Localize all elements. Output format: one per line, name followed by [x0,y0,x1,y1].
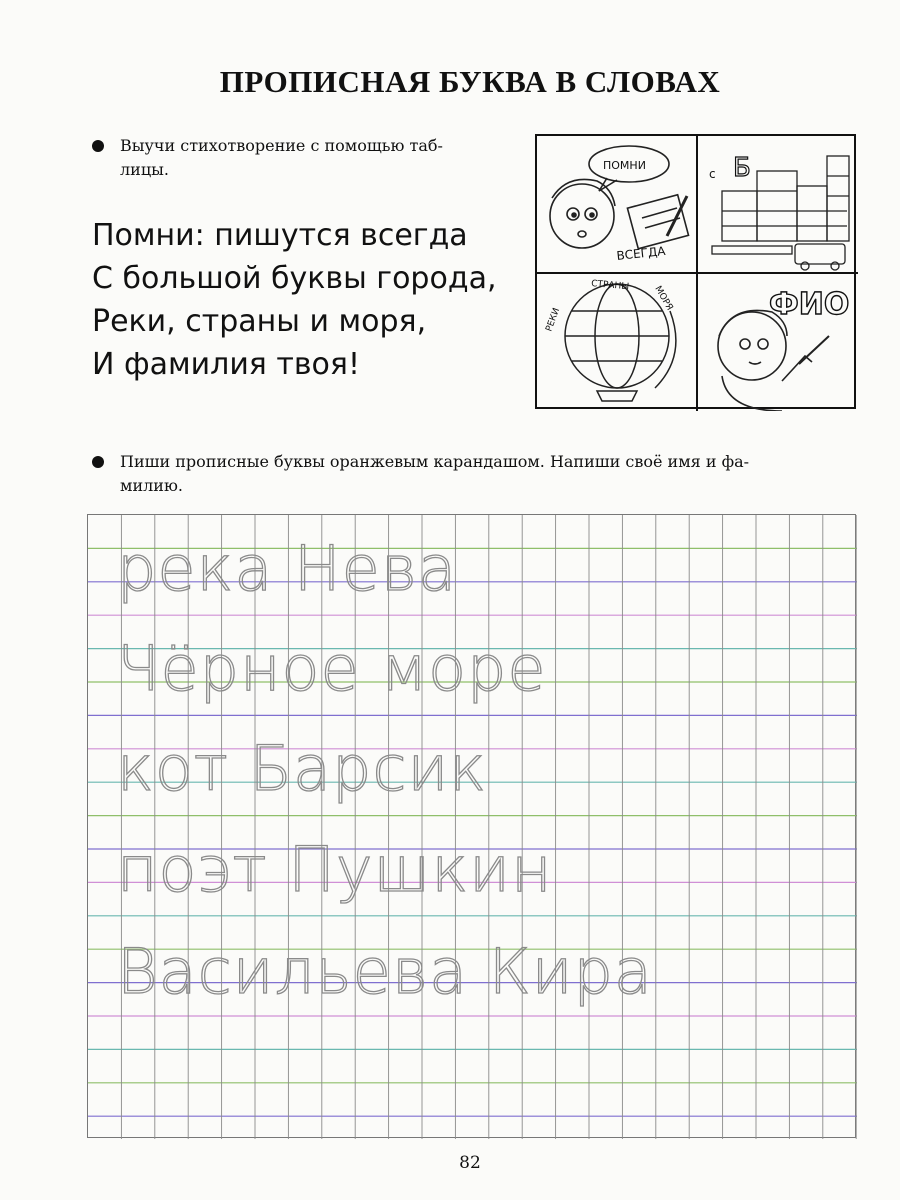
mnemonic-picture-table [535,134,856,409]
page-title: ПРОПИСНАЯ БУКВА В СЛОВАХ [219,64,721,99]
fio-text: ФИО [769,287,850,322]
task-1-line-2: лицы. [120,160,169,179]
task-1-line-1: Выучи стихотворение с помощью таб- [120,136,443,155]
poem-line: Помни: пишутся всегда [92,218,468,253]
seas-text: МОРЯ [652,284,675,313]
task-2-line-1: Пиши прописные буквы оранжевым карандашом. Напиши своё имя и фа- [120,452,750,471]
poem-line: Реки, страны и моря, [92,304,427,339]
tracing-line: река Нева [117,532,458,605]
picture-table-illustration [537,136,858,411]
task-2-line-2: милию. [120,476,183,495]
rivers-text: РЕКИ [544,306,563,334]
globe-icon [565,284,676,401]
copybook-grid[interactable] [87,514,856,1138]
bullet-task-2 [92,456,104,468]
bubble-text: ПОМНИ [603,159,646,172]
tracing-line: поэт Пушкин [117,833,553,906]
poem-line: И фамилия твоя! [92,347,360,382]
countries-text: СТРАНЫ [590,279,630,293]
grid-lines [88,515,857,1139]
always-text: ВСЕГДА [615,243,667,263]
tracing-line: кот Барсик [117,732,488,805]
task-2-instruction [120,450,749,498]
poem [92,214,497,386]
bullet-task-1 [92,140,104,152]
task-1-instruction [120,134,443,182]
tracing-line: Чёрное море [117,632,547,705]
boy-name-icon [718,310,829,411]
poem-line: С большой буквы города, [92,261,497,296]
tracing-line: Васильева Кира [117,935,653,1008]
city-letter: Б [733,153,751,183]
city-prefix: с [709,167,716,181]
page-number: 82 [459,1153,481,1173]
